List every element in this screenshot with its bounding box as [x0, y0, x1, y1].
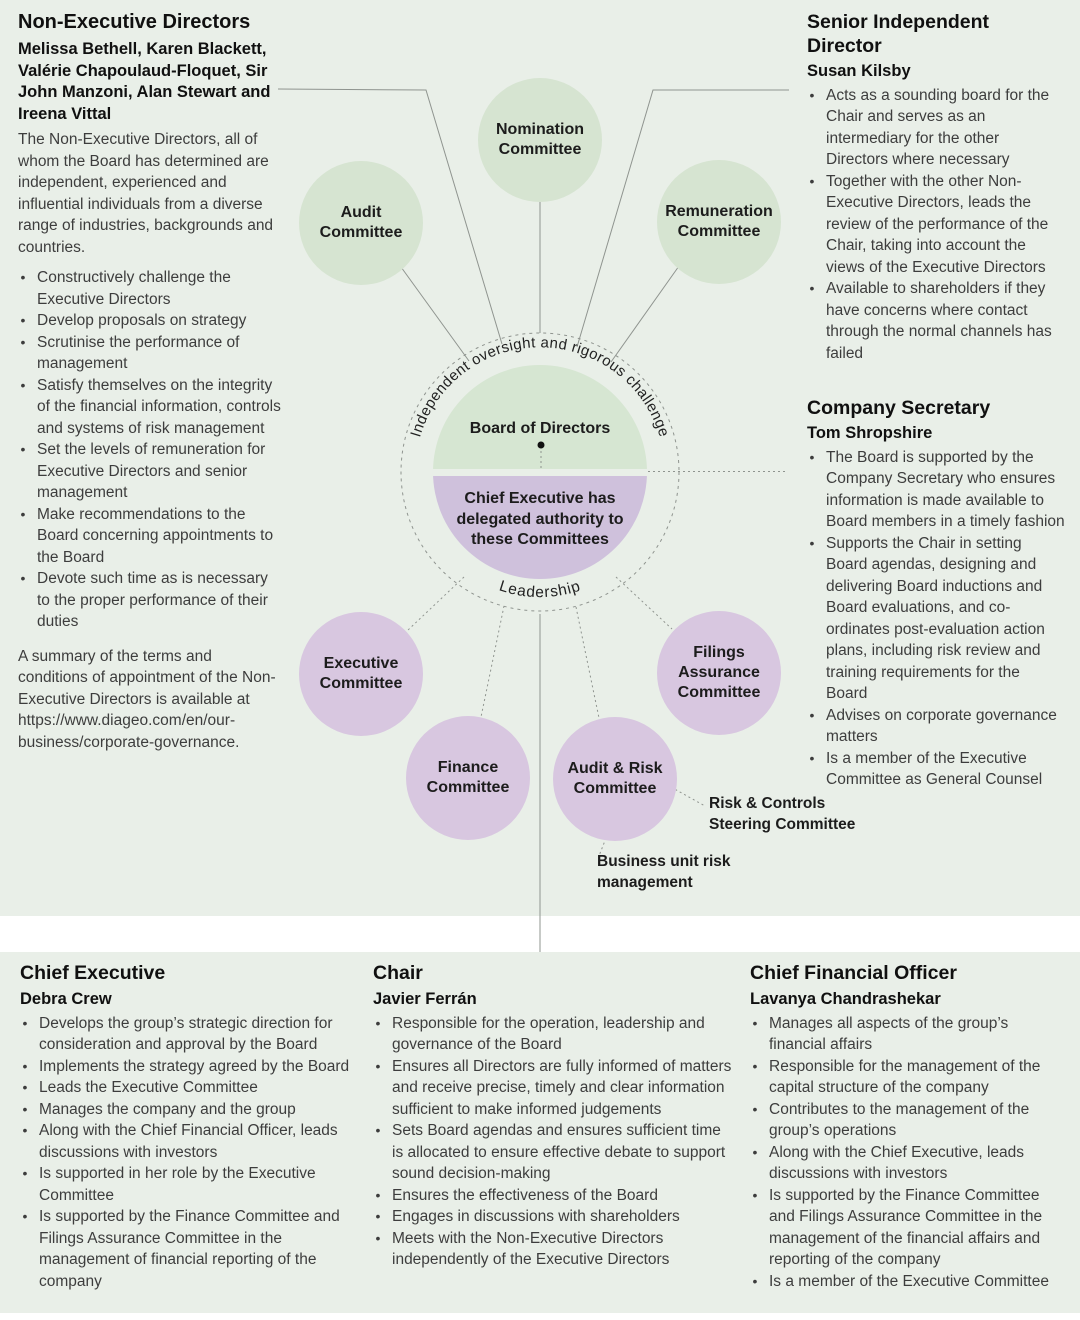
company-secretary-bullet-list	[807, 447, 1065, 791]
senior-independent-director-name: Susan Kilsby	[807, 62, 911, 80]
list-item: • Advises on corporate governance matters	[807, 705, 1065, 748]
list-item: • Develops the group’s strategic direction for consideration and approval by the Board	[20, 1013, 370, 1056]
list-item: • Supports the Chair in setting Board agendas, designing and delivering Board inductions and Board evaluations, and co-ordinates post-evaluation action plans, including risk review and training requirements for the Board	[807, 533, 1065, 705]
list-item: • Engages in discussions with shareholders	[373, 1206, 735, 1228]
bullet-icon: •	[375, 1208, 381, 1224]
list-item: • Meets with the Non-Executive Directors independently of the Executive Directors	[373, 1228, 735, 1271]
nomination-committee-label: Nomination Committee	[496, 121, 584, 158]
board-dot	[538, 442, 545, 449]
bullet-icon: •	[809, 448, 815, 465]
bullet-icon: •	[375, 1229, 381, 1246]
chief-financial-officer-title: Chief Financial Officer	[750, 962, 957, 984]
terms-summary-note: A summary of the terms and conditions of appointment of the Non-Executive Directors is available at https://www.diageo.com/en/our-business/corporate-governance.	[18, 647, 276, 751]
list-item: • Acts as a sounding board for the Chair and serves as an intermediary for the other Directors where necessary	[807, 85, 1065, 171]
list-item: • Satisfy themselves on the integrity of the financial information, controls and systems of risk management	[18, 375, 282, 440]
bullet-icon: •	[22, 1079, 28, 1095]
chief-executive-title: Chief Executive	[20, 962, 166, 984]
bullet-icon: •	[22, 1057, 28, 1074]
list-item: • Is supported by the Finance Committee and Filings Assurance Committee in the management of financial reporting of the company	[20, 1206, 370, 1292]
non-executive-directors-names: Melissa Bethell, Karen Blackett, Valérie Chapoulaud-Floquet, Sir John Manzoni, Alan Stewart and Ireena Vittal	[18, 40, 271, 123]
bullet-icon: •	[752, 1057, 758, 1074]
business-unit-risk-management-label: Business unit risk management	[597, 853, 731, 891]
bullet-icon: •	[20, 505, 26, 522]
bullet-icon: •	[809, 706, 815, 723]
finance-committee-label: Finance Committee	[426, 759, 510, 796]
senior-independent-director-panel	[807, 10, 1065, 364]
list-item: • Scrutinise the performance of management	[18, 332, 282, 375]
chair-panel	[373, 962, 735, 1271]
chief-executive-panel	[20, 962, 370, 1292]
risk-controls-steering-committee-label: Risk & Controls Steering Committee	[709, 795, 856, 833]
list-item: • Ensures the effectiveness of the Board	[373, 1185, 735, 1207]
list-item: • Responsible for the operation, leadership and governance of the Board	[373, 1013, 735, 1056]
audit-committee-circle	[299, 161, 423, 285]
list-item: • Devote such time as is necessary to the proper performance of their duties	[18, 568, 282, 633]
executive-committee-label: Executive Committee	[319, 655, 403, 692]
nomination-committee-circle	[478, 78, 602, 202]
non-executive-directors-intro: The Non-Executive Directors, all of whom the Board has determined are independent, experienced and influential individuals from a diverse range of industries, backgrounds and countries.	[18, 131, 274, 256]
audit-risk-committee-circle	[553, 717, 677, 841]
bullet-icon: •	[20, 333, 26, 350]
list-item: • Leads the Executive Committee	[20, 1077, 370, 1099]
list-item: • Responsible for the management of the capital structure of the company	[750, 1056, 1066, 1099]
bullet-icon: •	[20, 376, 26, 393]
list-item: • Is supported by the Finance Committee and Filings Assurance Committee in the management of the financial affairs and reporting of the company	[750, 1185, 1066, 1271]
company-secretary-name: Tom Shropshire	[807, 424, 933, 442]
audit-committee-label: Audit Committee	[319, 204, 403, 241]
list-item: • Along with the Chief Financial Officer, leads discussions with investors	[20, 1120, 370, 1163]
chief-financial-officer-bullet-list	[750, 1013, 1066, 1293]
chief-financial-officer-name: Lavanya Chandrashekar	[750, 990, 941, 1008]
delegation-label: Chief Executive has delegated authority to these Committees	[456, 490, 624, 548]
bullet-icon: •	[375, 1014, 381, 1031]
bullet-icon: •	[809, 172, 815, 189]
list-item: • Constructively challenge the Executive Directors	[18, 267, 282, 310]
bullet-icon: •	[20, 441, 26, 457]
non-executive-directors-panel	[18, 10, 282, 753]
list-item: • Together with the other Non-Executive Directors, leads the review of the performance of the Chair, taking into account the views of the Executive Directors	[807, 171, 1065, 279]
bullet-icon: •	[752, 1014, 758, 1031]
risk-controls-connector-line	[671, 787, 705, 806]
bullet-icon: •	[20, 570, 26, 586]
bullet-icon: •	[809, 86, 815, 103]
bullet-icon: •	[20, 312, 26, 328]
list-item: • Ensures all Directors are fully informed of matters and receive precise, timely and clear information sufficient to make informed judgements	[373, 1056, 735, 1121]
bullet-icon: •	[809, 280, 815, 296]
company-secretary-panel	[807, 396, 1065, 791]
list-item: • Along with the Chief Executive, leads discussions with investors	[750, 1142, 1066, 1185]
list-item: • Manages all aspects of the group’s financial affairs	[750, 1013, 1066, 1056]
bullet-icon: •	[375, 1186, 381, 1203]
curved-text-overlay	[380, 310, 800, 640]
bullet-icon: •	[22, 1122, 28, 1138]
chief-financial-officer-panel	[750, 962, 1066, 1292]
list-item: • Available to shareholders if they have concerns where contact through the normal channels has failed	[807, 278, 1065, 364]
bullet-icon: •	[22, 1208, 28, 1224]
bullet-icon: •	[22, 1014, 28, 1031]
list-item: • Make recommendations to the Board concerning appointments to the Board	[18, 504, 282, 569]
chair-bullet-list	[373, 1013, 735, 1271]
audit-risk-committee-label: Audit & Risk Committee	[567, 760, 663, 797]
remuneration-committee-circle	[657, 160, 781, 284]
list-item: • Is a member of the Executive Committee	[750, 1271, 1066, 1293]
remuneration-committee-label: Remuneration Committee	[665, 203, 773, 240]
list-item: • The Board is supported by the Company Secretary who ensures information is made available to Board members in a timely fashion	[807, 447, 1065, 533]
chief-executive-name: Debra Crew	[20, 990, 112, 1008]
top-arc-text: Independent oversight and rigorous challenge	[407, 334, 673, 440]
bullet-icon: •	[22, 1100, 28, 1117]
chair-name: Javier Ferrán	[373, 990, 477, 1008]
bullet-icon: •	[752, 1143, 758, 1160]
bullet-icon: •	[375, 1057, 381, 1074]
bullet-icon: •	[375, 1122, 381, 1138]
bullet-icon: •	[752, 1100, 758, 1117]
list-item: • Sets Board agendas and ensures sufficient time is allocated to ensure effective debate to support sound decision-making	[373, 1120, 735, 1185]
list-item: • Is a member of the Executive Committee as General Counsel	[807, 748, 1065, 791]
finance-committee-circle	[406, 716, 530, 840]
non-executive-directors-bullet-list	[18, 267, 282, 633]
list-item: • Is supported in her role by the Executive Committee	[20, 1163, 370, 1206]
bullet-icon: •	[20, 269, 26, 285]
bullet-icon: •	[809, 749, 815, 766]
list-item: • Set the levels of remuneration for Executive Directors and senior management	[18, 439, 282, 504]
bottom-arc-text: Leadership	[497, 577, 583, 602]
bullet-icon: •	[809, 534, 815, 551]
non-executive-directors-title: Non-Executive Directors	[18, 11, 251, 33]
company-secretary-title: Company Secretary	[807, 397, 991, 419]
chair-title: Chair	[373, 962, 423, 984]
bullet-icon: •	[752, 1186, 758, 1203]
bullet-icon: •	[752, 1272, 758, 1289]
list-item: • Implements the strategy agreed by the Board	[20, 1056, 370, 1078]
chief-executive-bullet-list	[20, 1013, 370, 1293]
bullet-icon: •	[22, 1165, 28, 1181]
list-item: • Develop proposals on strategy	[18, 310, 282, 332]
list-item: • Manages the company and the group	[20, 1099, 370, 1121]
filings-assurance-committee-label: Filings Assurance Committee	[677, 644, 761, 701]
board-of-directors-label: Board of Directors	[469, 419, 611, 437]
senior-independent-director-bullet-list	[807, 85, 1065, 365]
list-item: • Contributes to the management of the group’s operations	[750, 1099, 1066, 1142]
senior-independent-director-title: Senior Independent Director	[807, 11, 990, 57]
